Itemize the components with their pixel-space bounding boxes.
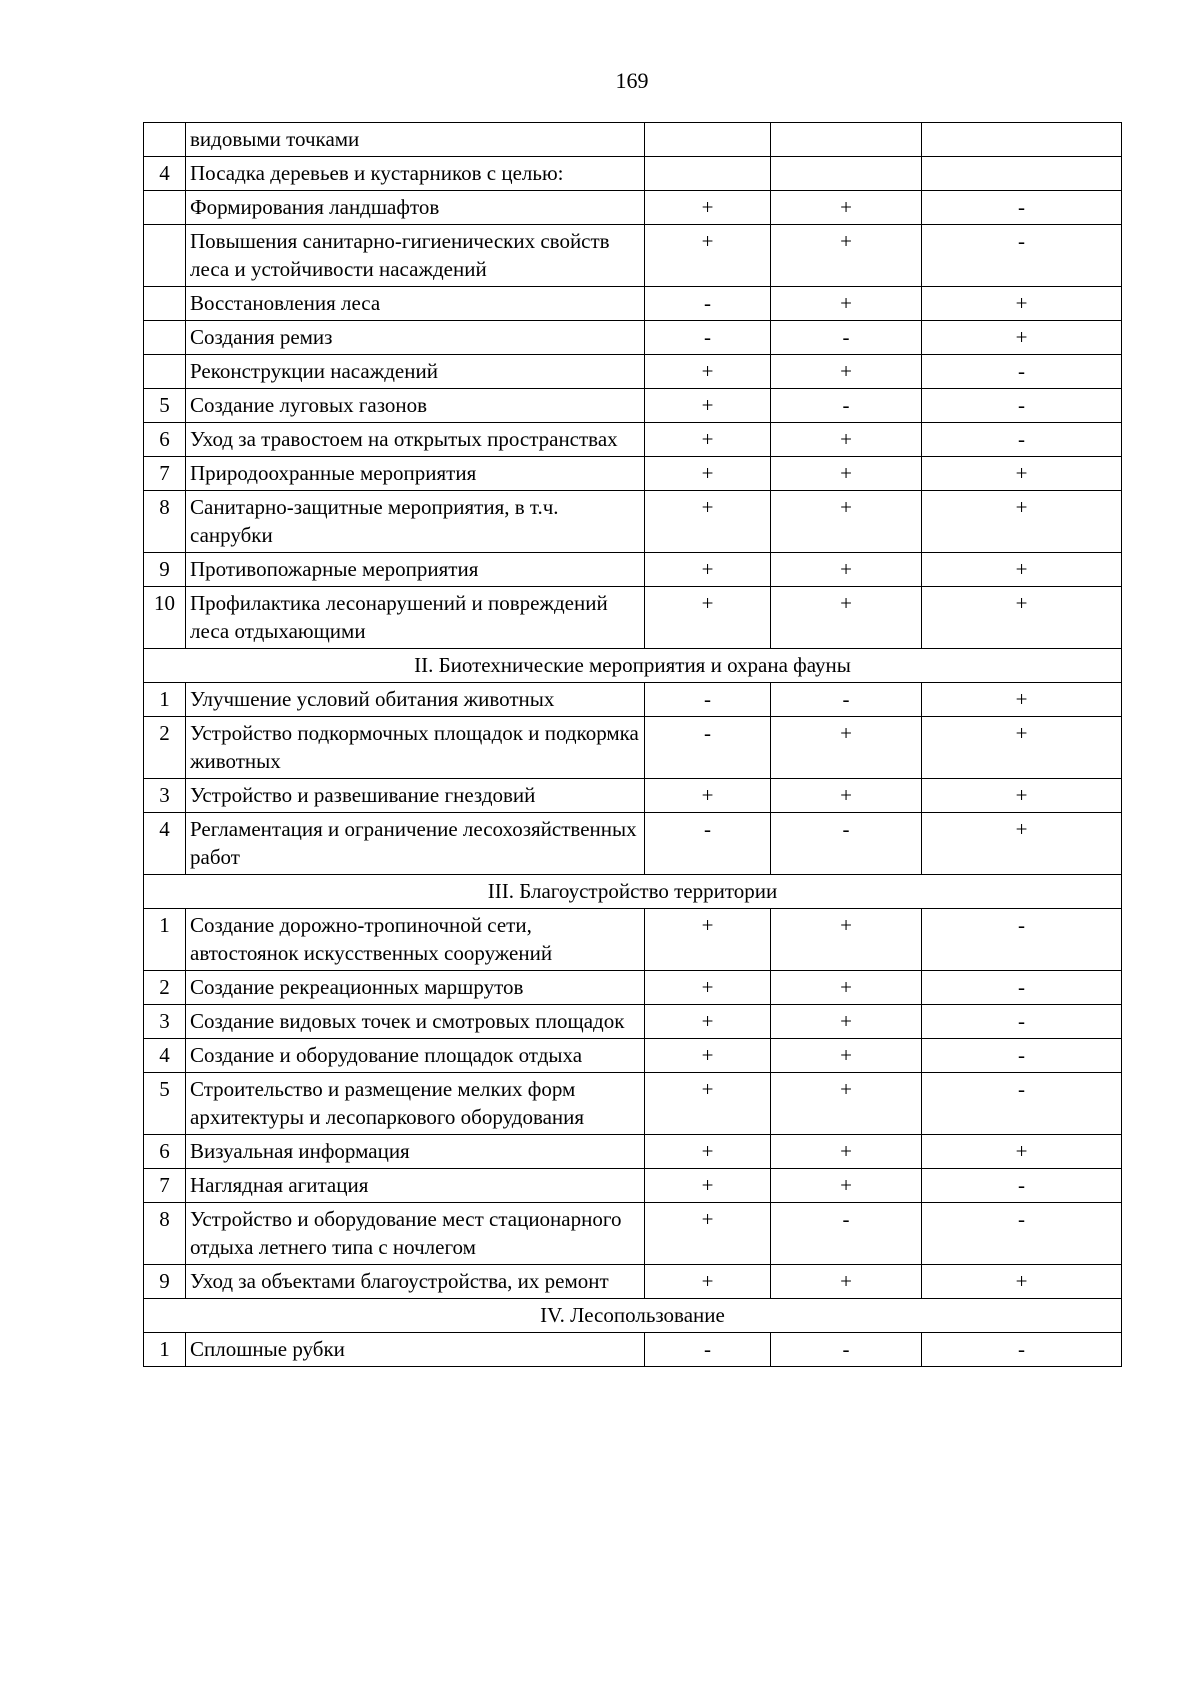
row-number: 7 [144, 1169, 186, 1203]
measure-name: Создание луговых газонов [186, 389, 645, 423]
measure-name: Противопожарные мероприятия [186, 553, 645, 587]
measures-table [143, 122, 1122, 1367]
mark-col-3: - [922, 1203, 1122, 1265]
mark-col-1: + [645, 423, 771, 457]
mark-col-3: + [922, 717, 1122, 779]
measure-name: Создание дорожно-тропиночной сети, автостоянок искусственных сооружений [186, 909, 645, 971]
mark-col-1: + [645, 389, 771, 423]
mark-col-3: + [922, 321, 1122, 355]
mark-col-2: - [771, 321, 922, 355]
mark-col-1: + [645, 457, 771, 491]
mark-col-1: + [645, 1203, 771, 1265]
table-row [144, 191, 1122, 225]
row-number: 1 [144, 909, 186, 971]
mark-col-2: + [771, 225, 922, 287]
measure-name: Визуальная информация [186, 1135, 645, 1169]
measure-name: Создания ремиз [186, 321, 645, 355]
mark-col-1: + [645, 779, 771, 813]
mark-col-3: + [922, 1135, 1122, 1169]
measure-name: Создание видовых точек и смотровых площадок [186, 1005, 645, 1039]
table-row [144, 1169, 1122, 1203]
row-number: 8 [144, 1203, 186, 1265]
measure-name: видовыми точками [186, 123, 645, 157]
measure-name: Наглядная агитация [186, 1169, 645, 1203]
mark-col-2: + [771, 553, 922, 587]
table-row [144, 123, 1122, 157]
mark-col-1: + [645, 355, 771, 389]
mark-col-3: + [922, 1265, 1122, 1299]
section-title: II. Биотехнические мероприятия и охрана фауны [144, 649, 1122, 683]
table-row [144, 457, 1122, 491]
measure-name: Создание рекреационных маршрутов [186, 971, 645, 1005]
table-row [144, 683, 1122, 717]
table-row [144, 909, 1122, 971]
mark-col-1: + [645, 1005, 771, 1039]
mark-col-3: - [922, 971, 1122, 1005]
row-number: 9 [144, 553, 186, 587]
mark-col-2: + [771, 191, 922, 225]
mark-col-1: + [645, 491, 771, 553]
mark-col-1: + [645, 553, 771, 587]
table-row [144, 389, 1122, 423]
mark-col-1: - [645, 813, 771, 875]
mark-col-3: - [922, 1333, 1122, 1367]
measure-name: Реконструкции насаждений [186, 355, 645, 389]
mark-col-1: + [645, 191, 771, 225]
table-row [144, 1135, 1122, 1169]
measure-name: Формирования ландшафтов [186, 191, 645, 225]
measure-name: Регламентация и ограничение лесохозяйственных работ [186, 813, 645, 875]
table-row [144, 553, 1122, 587]
measure-name: Профилактика лесонарушений и повреждений леса отдыхающими [186, 587, 645, 649]
mark-col-1: + [645, 1039, 771, 1073]
measure-name: Уход за объектами благоустройства, их ремонт [186, 1265, 645, 1299]
mark-col-3: - [922, 1039, 1122, 1073]
measure-name: Строительство и размещение мелких форм архитектуры и лесопаркового оборудования [186, 1073, 645, 1135]
row-number: 3 [144, 1005, 186, 1039]
row-number [144, 287, 186, 321]
measure-name: Посадка деревьев и кустарников с целью: [186, 157, 645, 191]
row-number [144, 123, 186, 157]
table-row [144, 287, 1122, 321]
mark-col-3: - [922, 389, 1122, 423]
row-number: 2 [144, 971, 186, 1005]
measure-name: Восстановления леса [186, 287, 645, 321]
mark-col-2: + [771, 587, 922, 649]
mark-col-2: + [771, 457, 922, 491]
mark-col-3 [922, 157, 1122, 191]
mark-col-1: + [645, 1073, 771, 1135]
mark-col-3: - [922, 225, 1122, 287]
row-number: 7 [144, 457, 186, 491]
mark-col-2: + [771, 971, 922, 1005]
measure-name: Санитарно-защитные мероприятия, в т.ч. санрубки [186, 491, 645, 553]
mark-col-3: + [922, 553, 1122, 587]
row-number: 6 [144, 423, 186, 457]
mark-col-1: - [645, 1333, 771, 1367]
row-number: 5 [144, 389, 186, 423]
row-number: 9 [144, 1265, 186, 1299]
table-body [144, 123, 1122, 1367]
table-row [144, 321, 1122, 355]
table-row [144, 491, 1122, 553]
mark-col-2: - [771, 1333, 922, 1367]
table-row [144, 157, 1122, 191]
table-row [144, 779, 1122, 813]
row-number [144, 321, 186, 355]
mark-col-2: + [771, 1135, 922, 1169]
row-number [144, 191, 186, 225]
mark-col-3: - [922, 1005, 1122, 1039]
mark-col-3: - [922, 355, 1122, 389]
mark-col-2: + [771, 491, 922, 553]
table-row [144, 717, 1122, 779]
mark-col-2: + [771, 423, 922, 457]
table-row [144, 225, 1122, 287]
measure-name: Уход за травостоем на открытых пространствах [186, 423, 645, 457]
mark-col-2: + [771, 717, 922, 779]
mark-col-2: + [771, 355, 922, 389]
row-number: 10 [144, 587, 186, 649]
measure-name: Устройство и оборудование мест стационарного отдыха летнего типа с ночлегом [186, 1203, 645, 1265]
mark-col-2: + [771, 1073, 922, 1135]
page-number: 169 [615, 68, 649, 93]
mark-col-3: - [922, 909, 1122, 971]
row-number: 1 [144, 1333, 186, 1367]
measure-name: Улучшение условий обитания животных [186, 683, 645, 717]
mark-col-1: + [645, 909, 771, 971]
mark-col-2: + [771, 1039, 922, 1073]
section-title: III. Благоустройство территории [144, 875, 1122, 909]
mark-col-2: + [771, 287, 922, 321]
mark-col-3 [922, 123, 1122, 157]
table-row [144, 355, 1122, 389]
mark-col-1: - [645, 287, 771, 321]
row-number: 4 [144, 157, 186, 191]
mark-col-3: - [922, 1169, 1122, 1203]
section-header-row [144, 1299, 1122, 1333]
mark-col-3: + [922, 287, 1122, 321]
row-number: 2 [144, 717, 186, 779]
mark-col-3: - [922, 423, 1122, 457]
mark-col-1 [645, 157, 771, 191]
mark-col-3: + [922, 587, 1122, 649]
measure-name: Устройство и развешивание гнездовий [186, 779, 645, 813]
row-number: 1 [144, 683, 186, 717]
mark-col-2: - [771, 389, 922, 423]
mark-col-1: - [645, 717, 771, 779]
table-row [144, 1039, 1122, 1073]
mark-col-2: + [771, 909, 922, 971]
measure-name: Устройство подкормочных площадок и подкормка животных [186, 717, 645, 779]
mark-col-3: + [922, 813, 1122, 875]
measure-name: Создание и оборудование площадок отдыха [186, 1039, 645, 1073]
table-row [144, 1203, 1122, 1265]
mark-col-3: + [922, 491, 1122, 553]
mark-col-3: - [922, 191, 1122, 225]
table-row [144, 1333, 1122, 1367]
measure-name: Природоохранные мероприятия [186, 457, 645, 491]
row-number: 8 [144, 491, 186, 553]
mark-col-2: + [771, 1169, 922, 1203]
mark-col-1: + [645, 1169, 771, 1203]
mark-col-1: + [645, 971, 771, 1005]
mark-col-2: + [771, 779, 922, 813]
mark-col-1: + [645, 587, 771, 649]
table-row [144, 971, 1122, 1005]
row-number [144, 225, 186, 287]
section-header-row [144, 875, 1122, 909]
row-number: 5 [144, 1073, 186, 1135]
table-row [144, 813, 1122, 875]
row-number [144, 355, 186, 389]
table-row [144, 1265, 1122, 1299]
section-title: IV. Лесопользование [144, 1299, 1122, 1333]
measure-name: Повышения санитарно-гигиенических свойств леса и устойчивости насаждений [186, 225, 645, 287]
mark-col-1: + [645, 1265, 771, 1299]
measure-name: Сплошные рубки [186, 1333, 645, 1367]
mark-col-2: - [771, 813, 922, 875]
section-header-row [144, 649, 1122, 683]
mark-col-3: - [922, 1073, 1122, 1135]
mark-col-1: + [645, 225, 771, 287]
mark-col-1: - [645, 683, 771, 717]
table-row [144, 423, 1122, 457]
mark-col-3: + [922, 457, 1122, 491]
mark-col-2: + [771, 1005, 922, 1039]
mark-col-2 [771, 157, 922, 191]
mark-col-2: + [771, 1265, 922, 1299]
row-number: 6 [144, 1135, 186, 1169]
row-number: 4 [144, 1039, 186, 1073]
mark-col-3: + [922, 683, 1122, 717]
mark-col-3: + [922, 779, 1122, 813]
mark-col-2 [771, 123, 922, 157]
mark-col-1: - [645, 321, 771, 355]
mark-col-1: + [645, 1135, 771, 1169]
mark-col-2: - [771, 1203, 922, 1265]
table-row [144, 587, 1122, 649]
table-row [144, 1073, 1122, 1135]
row-number: 3 [144, 779, 186, 813]
table-row [144, 1005, 1122, 1039]
row-number: 4 [144, 813, 186, 875]
mark-col-1 [645, 123, 771, 157]
mark-col-2: - [771, 683, 922, 717]
